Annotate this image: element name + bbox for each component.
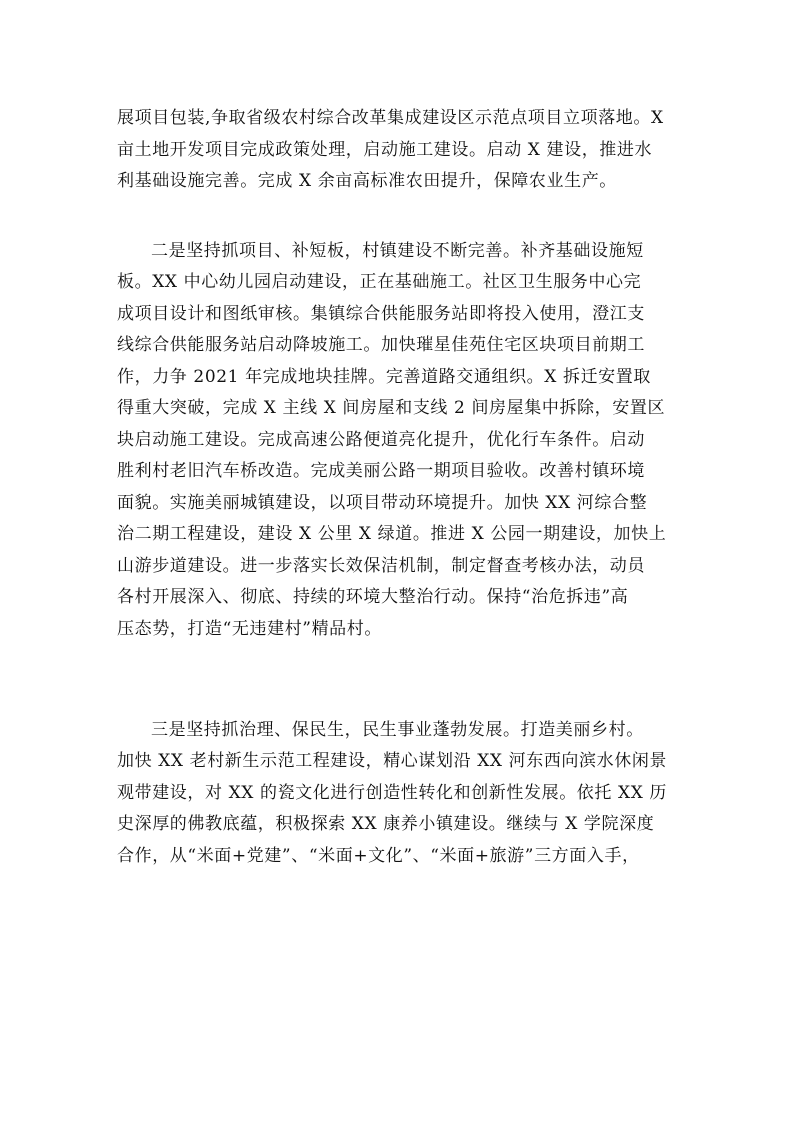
text-line — [117, 645, 696, 677]
paragraph-gap — [117, 198, 696, 236]
text-line: 利基础设施完善。完成 X 余亩高标准农田提升，保障农业生产。 — [117, 171, 617, 191]
text-line: 加快 XX 老村新生示范工程建设，精心谋划沿 XX 河东西向滨水休闲景 — [117, 751, 668, 771]
text-line: 作，力争 2021 年完成地块挂牌。完善道路交通组织。X 拆迁安置取 — [117, 366, 651, 387]
text-line: 山游步道建设。进一步落实长效保洁机制，制定督查考核办法，动员 — [117, 555, 645, 576]
paragraph-1 — [117, 103, 696, 198]
text-line: 面貌。实施美丽城镇建设，以项目带动环境提升。加快 XX 河综合整 — [117, 492, 648, 513]
paragraph-2 — [117, 236, 696, 677]
text-line: 得重大突破，完成 X 主线 X 间房屋和支线 2 间房屋集中拆除，安置区 — [117, 398, 666, 418]
text-line: 观带建设，对 XX 的瓷文化进行创造性转化和创新性发展。依托 XX 历 — [117, 782, 668, 803]
text-line: 压态势，打造“无违建村”精品村。 — [117, 618, 382, 639]
text-line: 各村开展深入、彻底、持续的环境大整治行动。保持“治危拆违”高 — [117, 587, 629, 607]
text-line: 治二期工程建设，建设 X 公里 X 绿道。推进 X 公园一期建设，加快上 — [117, 524, 667, 544]
paragraph-3 — [117, 715, 696, 873]
text-line: 三是坚持抓治理、保民生，民生事业蓬勃发展。打造美丽乡村。 — [151, 719, 644, 740]
text-line: 亩土地开发项目完成政策处理，启动施工建设。启动 X 建设，推进水 — [117, 139, 653, 160]
text-line: 线综合供能服务站启动降坡施工。加快璀星佳苑住宅区块项目前期工 — [117, 335, 645, 355]
text-line: 板。XX 中心幼儿园启动建设，正在基础施工。社区卫生服务中心完 — [117, 272, 642, 292]
text-line: 合作，从“米面+党建”、“米面+文化”、“米面+旅游”三方面入手， — [117, 845, 640, 866]
text-line: 块启动施工建设。完成高速公路便道亮化提升，优化行车条件。启动 — [117, 429, 645, 450]
text-line: 二是坚持抓项目、补短板，村镇建设不断完善。补齐基础设施短 — [151, 240, 644, 261]
text-line: 史深厚的佛教底蕴，积极探索 XX 康养小镇建设。继续与 X 学院深度 — [117, 814, 655, 834]
text-line: 展项目包装,争取省级农村综合改革集成建设区示范点项目立项落地。X — [117, 108, 664, 128]
text-line: 成项目设计和图纸审核。集镇综合供能服务站即将投入使用，澄江支 — [117, 303, 645, 324]
text-line: 胜利村老旧汽车桥改造。完成美丽公路一期项目验收。改善村镇环境 — [117, 461, 645, 481]
paragraph-gap — [117, 677, 696, 715]
